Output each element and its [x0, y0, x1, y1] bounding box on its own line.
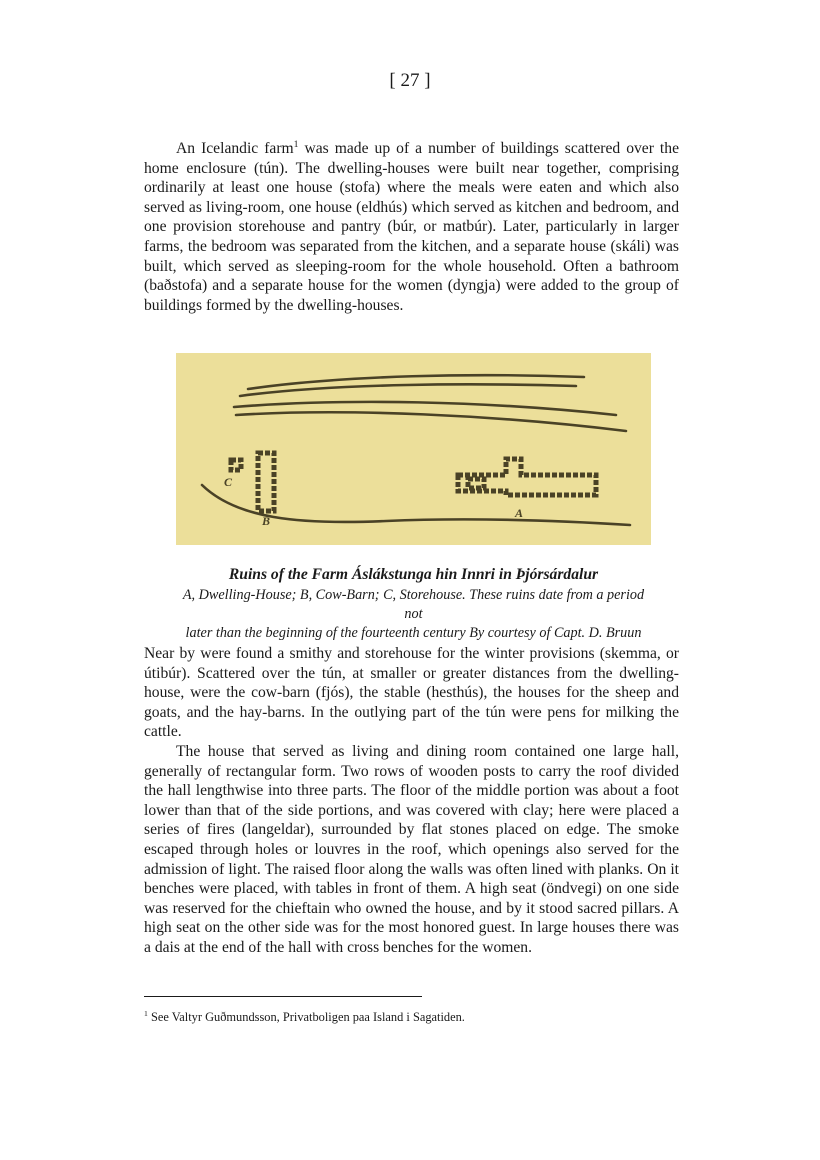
- farm-ruins-plan-drawing: [176, 353, 651, 545]
- label-b: B: [262, 514, 271, 528]
- label-c: C: [224, 475, 233, 489]
- body-paragraph-3: The house that served as living and dining room contained one large hall, generally of rectangular form. Two rows of wooden posts to carry the roof divided the hall lengthwise into three parts. The floor of the middle portion was about a foot lower than that of the side portions, and was covered with clay; here were placed a series of fires (langeldar), surrounded by flat stones placed on edge. The smoke escaped through holes or louvres in the roof, which openings also served for the admission of light. The raised floor along the walls was often lined with planks. On it benches were placed, with tables in front of them. A high seat (öndvegi) on one side was reserved for the chieftain who owned the house, and by it stood sacred pillars. A high seat on the other side was for the most honored guest. In large houses there was a dais at the end of the hall with cross benches for the women.: [144, 742, 679, 956]
- label-a: A: [515, 506, 524, 520]
- figure-caption-body: [176, 586, 651, 643]
- body-paragraph-1: [144, 139, 679, 315]
- footnote-text: See Valtyr Guðmundsson, Privatboligen paa Island i Sagatiden.: [147, 1010, 465, 1024]
- terrain-line-2: [240, 384, 576, 396]
- body-text-continued: [144, 644, 679, 958]
- para1-text-rest: was made up of a number of buildings scattered over the home enclosure (tún). The dwelling-houses were built near together, comprising ordinarily at least one house (stofa) where the meals were eaten and which also served as living-room, one house (eldhús) which served as kitchen and bedroom, and one provision storehouse and pantry (búr, or matbúr). Later, particularly in larger farms, the bedroom was separated from the kitchen, and a separate house (skáli) was built, which served as sleeping-room for the whole household. Often a bathroom (baðstofa) and a separate house for the women (dyngja) were added to the group of buildings formed by the dwelling-houses.: [144, 140, 679, 314]
- terrain-line-1: [248, 375, 584, 389]
- footnote-divider: [144, 996, 422, 997]
- footnote: [144, 1010, 679, 1025]
- farm-ruins-figure: [176, 353, 651, 545]
- terrain-line-4: [236, 412, 626, 431]
- cow-barn-ruin: [258, 453, 274, 511]
- storehouse-ruin: [231, 460, 241, 470]
- caption-line-2: later than the beginning of the fourteenth century By courtesy of Capt. D. Bruun: [185, 625, 642, 641]
- figure-caption-title: Ruins of the Farm Áslákstunga hin Innri in Þjórsárdalur: [228, 566, 599, 583]
- page-number: [ 27 ]: [389, 70, 431, 91]
- dwelling-house-room: [468, 479, 484, 488]
- body-paragraph-2: Near by were found a smithy and storehouse for the winter provisions (skemma, or útibúr). Scattered over the tún, at smaller or greater distances from the dwelling-house, were the cow-barn (fjós), the stable (hesthús), the houses for the sheep and goats, and the hay-barns. In the outlying part of the tún were pens for milking the cattle.: [144, 645, 679, 741]
- caption-line-1: A, Dwelling-House; B, Cow-Barn; C, Storehouse. These ruins date from a period not: [182, 587, 645, 622]
- footnote-ref[interactable]: 1: [293, 138, 299, 150]
- footnote-marker: 1: [144, 1008, 148, 1018]
- para1-text-start: An Icelandic farm: [176, 140, 294, 157]
